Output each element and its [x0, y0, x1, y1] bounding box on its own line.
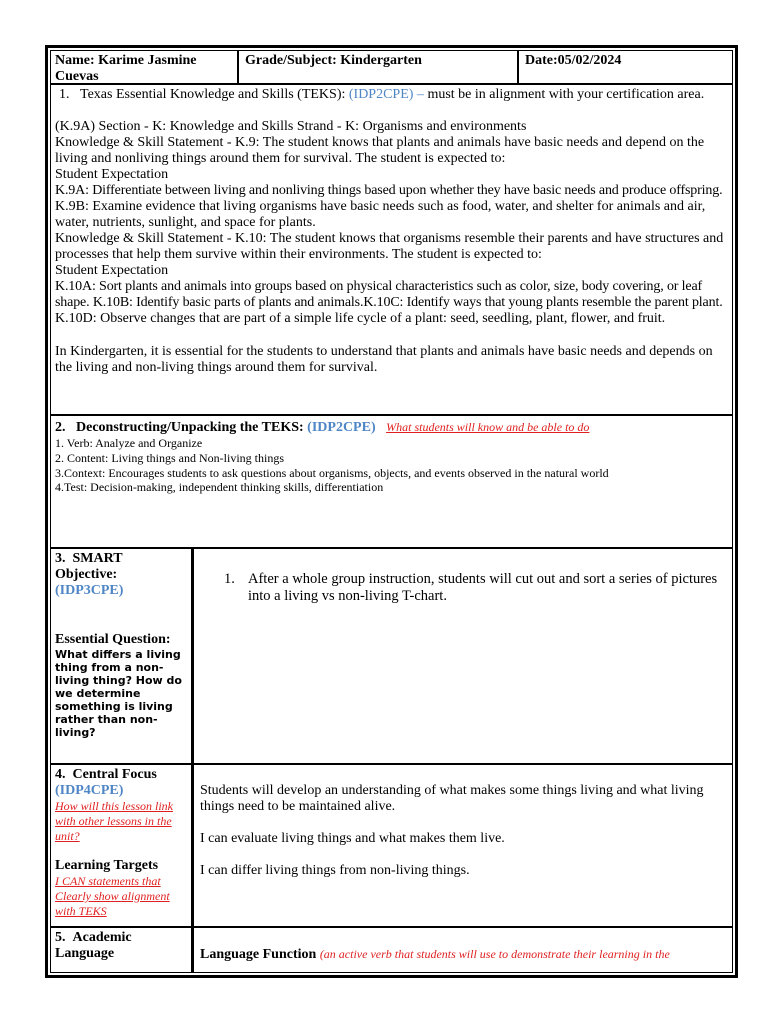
- smart-code: (IDP3CPE): [55, 583, 124, 598]
- teks-line: Student Expectation: [55, 167, 169, 182]
- grade-label: Grade/Subject: Kindergarten: [245, 53, 422, 68]
- lesson-plan-table: [45, 45, 738, 978]
- focus-code: (IDP4CPE): [55, 783, 124, 798]
- unpacking-heading: 2. Deconstructing/Unpacking the TEKS:: [55, 420, 304, 435]
- smart-objective-num: 1.: [224, 571, 235, 587]
- smart-heading: 3. SMART Objective:: [55, 551, 123, 582]
- teks-summary: In Kindergarten, it is essential for the students to understand that plants and animals have basic needs and depends on the living and non-living things around them for survival.: [55, 344, 713, 375]
- smart-left-cell: [51, 549, 191, 763]
- teks-intro-rest: must be in alignment with your certification area.: [427, 87, 705, 102]
- unpacking-note: What students will know and be able to do: [386, 420, 590, 434]
- smart-objective-text: After a whole group instruction, students will cut out and sort a series of pictures into a living vs non-living T-chart.: [248, 571, 718, 604]
- teks-line: K.10D: Observe changes that are part of a simple life cycle of a plant: seed, seedling, plant, flower, and fruit.: [55, 311, 666, 326]
- focus-left-cell: [51, 765, 191, 926]
- learning-target: I can differ living things from non-living things.: [200, 863, 470, 878]
- language-function-note: (an active verb that students will use to demonstrate their learning in the: [319, 947, 670, 961]
- learning-target: I can evaluate living things and what makes them live.: [200, 831, 505, 846]
- teks-section: [51, 85, 732, 416]
- teks-line: (K.9A) Section - K: Knowledge and Skills Strand - K: Organisms and environments: [55, 119, 527, 134]
- teks-intro-code: (IDP2CPE) –: [348, 87, 424, 102]
- learning-targets-label: Learning Targets: [55, 858, 159, 873]
- unpacking-item: 4.Test: Decision-making, independent thinking skills, differentiation: [55, 480, 384, 495]
- unpacking-item: 1. Verb: Analyze and Organize: [55, 436, 203, 450]
- teks-line: K.10A: Sort plants and animals into groups based on physical characteristics such as color, size, body covering, or leaf shape. K.10B: Identify basic parts of plants and animals.K.10C: Identify ways that young plants resemble the parent plant.: [55, 279, 723, 310]
- academic-language-section: [51, 928, 732, 972]
- name-cell: [51, 51, 239, 83]
- focus-heading: 4. Central Focus: [55, 767, 157, 782]
- essential-question-label: Essential Question:: [55, 632, 171, 647]
- central-focus-text: Students will develop an understanding of what makes some things living and what living things need to be maintained alive.: [200, 783, 704, 814]
- language-left-cell: [51, 928, 191, 972]
- teks-line: K.9B: Examine evidence that living organisms have basic needs such as food, water, and shelter for animals and air, water, nutrients, sunlight, and space for plants.: [55, 199, 706, 230]
- central-focus-section: [51, 765, 732, 928]
- unpacking-item: 2. Content: Living things and Non-living things: [55, 450, 284, 465]
- grade-cell: [239, 51, 519, 83]
- focus-note: How will this lesson link with other lessons in the unit?: [55, 799, 174, 843]
- teks-intro-text: Texas Essential Knowledge and Skills (TEKS):: [80, 87, 346, 102]
- smart-section: [51, 549, 732, 765]
- teks-intro: [55, 87, 728, 103]
- unpacking-item: 3.Context: Encourages students to ask questions about organisms, objects, and events observed in the natural world: [55, 465, 609, 480]
- teks-content: [51, 85, 732, 414]
- unpacking-content: [51, 416, 732, 547]
- smart-right-cell: [194, 549, 732, 763]
- language-function-label: Language Function: [200, 947, 317, 962]
- date-label: Date:05/02/2024: [525, 53, 622, 68]
- name-label: Name: Karime Jasmine Cuevas: [55, 53, 197, 84]
- date-cell: [519, 51, 732, 83]
- language-right-cell: [194, 928, 732, 972]
- unpacking-heading-line: [55, 419, 728, 436]
- teks-line: Knowledge & Skill Statement - K.10: The student knows that organisms resemble their parents and have structures and processes that help them survive within their environments. The student is expected to:: [55, 231, 724, 262]
- unpacking-code: (IDP2CPE): [307, 420, 376, 435]
- teks-intro-num: 1.: [59, 87, 70, 102]
- focus-right-cell: [194, 765, 732, 926]
- teks-line: Knowledge & Skill Statement - K.9: The student knows that plants and animals have basic needs and depend on the living and nonliving things around them for survival. The student is expected to:: [55, 135, 705, 166]
- language-function-line: [200, 946, 726, 963]
- essential-question-text: What differs a living thing from a non-living thing? How do we determine something is living rather than non-living?: [55, 648, 182, 739]
- lesson-plan-inner: [50, 50, 733, 973]
- academic-language-heading: 5. Academic Language: [55, 930, 132, 961]
- smart-objective-item: [224, 571, 726, 605]
- learning-targets-note: I CAN statements that Clearly show alignment with TEKS: [55, 874, 170, 918]
- teks-line: Student Expectation: [55, 263, 169, 278]
- header-row: [51, 51, 732, 85]
- unpacking-section: [51, 416, 732, 549]
- teks-line: K.9A: Differentiate between living and nonliving things based upon whether they have basic needs and produce offspring.: [55, 183, 723, 198]
